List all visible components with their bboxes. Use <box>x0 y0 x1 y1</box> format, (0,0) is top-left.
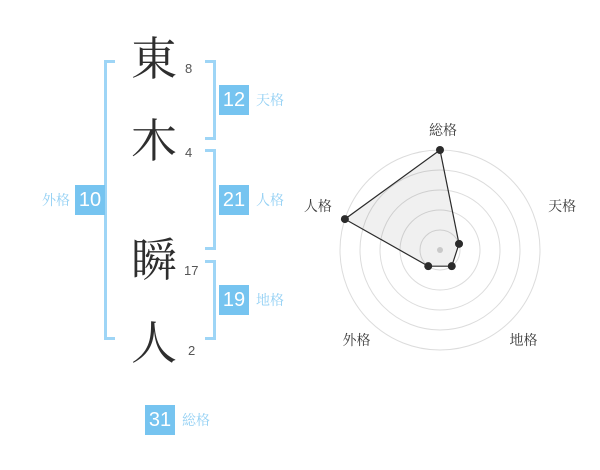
radar-axis-label: 総格 <box>429 122 457 138</box>
kanji-char-given-2: 人 <box>131 317 177 369</box>
stroke-count: 4 <box>185 145 193 160</box>
chikaku-value-badge: 19 <box>219 285 249 315</box>
radar-axis-label: 外格 <box>342 332 371 349</box>
jinkaku-label: 人格 <box>256 192 284 208</box>
radar-data-point <box>436 146 444 154</box>
gaikaku-value-badge: 10 <box>75 185 105 215</box>
stroke-count: 2 <box>188 343 196 358</box>
soukaku-value-badge: 31 <box>145 405 175 435</box>
kanji-char-surname-2: 木 <box>131 115 177 167</box>
tenkaku-bracket <box>205 60 216 140</box>
radar-data-point <box>341 215 349 223</box>
radar-axis-label: 天格 <box>548 197 577 214</box>
gaikaku-label: 外格 <box>42 192 70 208</box>
gaikaku-bracket <box>104 60 115 340</box>
radar-data-point <box>455 240 463 248</box>
stroke-count: 8 <box>185 61 193 76</box>
kanji-char-given-1: 瞬 <box>131 234 177 286</box>
tenkaku-value-badge: 12 <box>219 85 249 115</box>
kanji-char-surname-1: 東 <box>131 33 177 85</box>
radar-axis-label: 人格 <box>303 197 332 214</box>
jinkaku-bracket <box>205 149 216 250</box>
chikaku-label: 地格 <box>256 292 284 308</box>
fortune-radar-chart <box>300 105 590 365</box>
soukaku-label: 総格 <box>182 412 210 428</box>
radar-axis-label: 地格 <box>509 332 538 349</box>
radar-data-point <box>424 262 432 270</box>
radar-data-point <box>448 262 456 270</box>
tenkaku-label: 天格 <box>256 92 284 108</box>
chikaku-bracket <box>205 260 216 340</box>
radar-center-dot <box>437 247 443 253</box>
jinkaku-value-badge: 21 <box>219 185 249 215</box>
stroke-count: 17 <box>184 263 199 278</box>
